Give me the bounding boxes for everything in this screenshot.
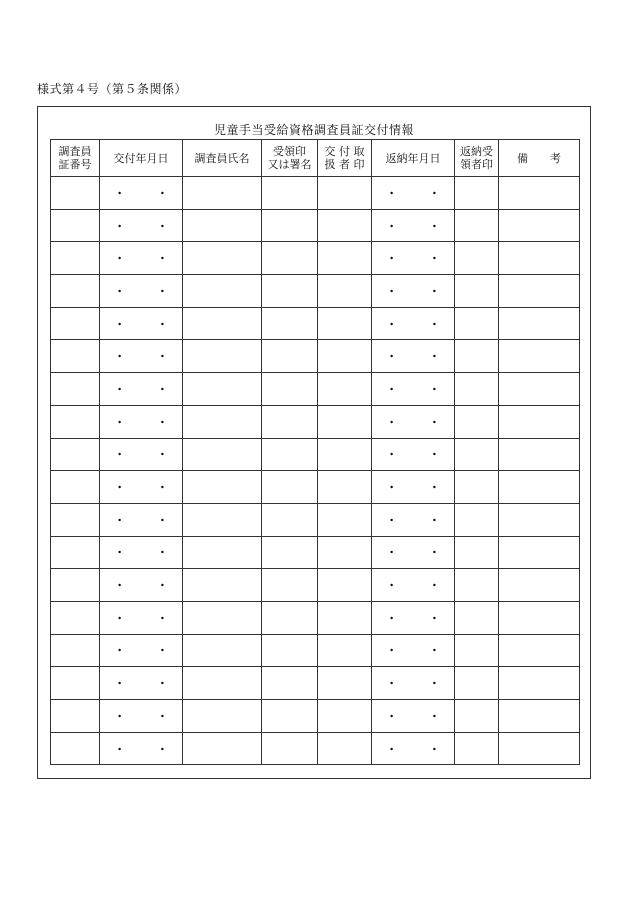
- id-number-cell[interactable]: [51, 732, 100, 765]
- header-investigator-name: 調査員氏名: [183, 140, 262, 177]
- date-separator-dots: ・ ・: [114, 252, 182, 266]
- issue-date-cell[interactable]: [100, 601, 183, 634]
- return-date-cell[interactable]: [372, 732, 455, 765]
- investigator-name-cell[interactable]: [183, 471, 262, 504]
- return-date-cell[interactable]: [372, 536, 455, 569]
- date-separator-dots: ・ ・: [386, 448, 454, 462]
- return-date-cell[interactable]: [372, 503, 455, 536]
- return-date-cell[interactable]: [372, 601, 455, 634]
- return-date-cell[interactable]: [372, 373, 455, 406]
- issuer-seal-cell[interactable]: [318, 373, 372, 406]
- date-separator-dots: ・ ・: [386, 579, 454, 593]
- issuer-seal-cell[interactable]: [318, 209, 372, 242]
- issuer-seal-cell[interactable]: [318, 634, 372, 667]
- remarks-cell[interactable]: [499, 732, 580, 765]
- issue-date-cell[interactable]: [100, 242, 183, 275]
- id-number-cell[interactable]: [51, 601, 100, 634]
- issuer-seal-cell[interactable]: [318, 700, 372, 733]
- return-receiver-seal-cell[interactable]: [455, 242, 499, 275]
- id-number-cell[interactable]: [51, 275, 100, 308]
- return-date-cell[interactable]: [372, 405, 455, 438]
- date-separator-dots: ・ ・: [114, 611, 182, 625]
- return-receiver-seal-cell[interactable]: [455, 503, 499, 536]
- date-separator-dots: ・ ・: [386, 415, 454, 429]
- receipt-seal-cell[interactable]: [262, 373, 318, 406]
- receipt-seal-cell[interactable]: [262, 340, 318, 373]
- issue-date-cell[interactable]: [100, 209, 183, 242]
- table-row: [51, 242, 580, 275]
- investigator-name-cell[interactable]: [183, 405, 262, 438]
- return-receiver-seal-cell[interactable]: [455, 667, 499, 700]
- return-date-cell[interactable]: [372, 209, 455, 242]
- receipt-seal-cell[interactable]: [262, 438, 318, 471]
- issuer-seal-cell[interactable]: [318, 275, 372, 308]
- remarks-cell[interactable]: [499, 667, 580, 700]
- id-number-cell[interactable]: [51, 177, 100, 210]
- return-receiver-seal-cell[interactable]: [455, 569, 499, 602]
- issuer-seal-cell[interactable]: [318, 601, 372, 634]
- receipt-seal-cell[interactable]: [262, 536, 318, 569]
- header-id-number: 調査員 証番号: [51, 140, 100, 177]
- id-number-cell[interactable]: [51, 667, 100, 700]
- date-separator-dots: ・ ・: [386, 219, 454, 233]
- date-separator-dots: ・ ・: [114, 677, 182, 691]
- id-number-cell[interactable]: [51, 209, 100, 242]
- issue-date-cell[interactable]: [100, 700, 183, 733]
- date-separator-dots: ・ ・: [386, 644, 454, 658]
- investigator-name-cell[interactable]: [183, 177, 262, 210]
- receipt-seal-cell[interactable]: [262, 307, 318, 340]
- receipt-seal-cell[interactable]: [262, 177, 318, 210]
- table-row: [51, 471, 580, 504]
- issue-date-cell[interactable]: [100, 275, 183, 308]
- issue-date-cell[interactable]: [100, 438, 183, 471]
- receipt-seal-cell[interactable]: [262, 405, 318, 438]
- date-separator-dots: ・ ・: [114, 219, 182, 233]
- id-number-cell[interactable]: [51, 242, 100, 275]
- date-separator-dots: ・ ・: [386, 677, 454, 691]
- return-receiver-seal-cell[interactable]: [455, 340, 499, 373]
- receipt-seal-cell[interactable]: [262, 503, 318, 536]
- date-separator-dots: ・ ・: [386, 481, 454, 495]
- return-receiver-seal-cell[interactable]: [455, 438, 499, 471]
- remarks-cell[interactable]: [499, 177, 580, 210]
- return-date-cell[interactable]: [372, 569, 455, 602]
- issuer-seal-cell[interactable]: [318, 536, 372, 569]
- issuer-seal-cell[interactable]: [318, 177, 372, 210]
- investigator-name-cell[interactable]: [183, 700, 262, 733]
- header-return-receiver-seal: 返納受 領者印: [455, 140, 499, 177]
- investigator-name-cell[interactable]: [183, 340, 262, 373]
- header-remarks: 備 考: [499, 140, 580, 177]
- issuer-seal-cell[interactable]: [318, 405, 372, 438]
- date-separator-dots: ・ ・: [114, 350, 182, 364]
- remarks-cell[interactable]: [499, 601, 580, 634]
- issuance-table: [50, 139, 580, 765]
- header-receipt-seal: 受領印 又は署名: [262, 140, 318, 177]
- date-separator-dots: ・ ・: [386, 513, 454, 527]
- table-row: [51, 601, 580, 634]
- remarks-cell[interactable]: [499, 275, 580, 308]
- remarks-cell[interactable]: [499, 373, 580, 406]
- investigator-name-cell[interactable]: [183, 667, 262, 700]
- table-row: [51, 634, 580, 667]
- remarks-cell[interactable]: [499, 700, 580, 733]
- date-separator-dots: ・ ・: [386, 186, 454, 200]
- date-separator-dots: ・ ・: [114, 284, 182, 298]
- issue-date-cell[interactable]: [100, 340, 183, 373]
- id-number-cell[interactable]: [51, 405, 100, 438]
- receipt-seal-cell[interactable]: [262, 732, 318, 765]
- table-row: [51, 503, 580, 536]
- date-separator-dots: ・ ・: [386, 709, 454, 723]
- investigator-name-cell[interactable]: [183, 536, 262, 569]
- date-separator-dots: ・ ・: [114, 317, 182, 331]
- issue-date-cell[interactable]: [100, 536, 183, 569]
- issue-date-cell[interactable]: [100, 503, 183, 536]
- date-separator-dots: ・ ・: [386, 611, 454, 625]
- date-separator-dots: ・ ・: [114, 186, 182, 200]
- issue-date-cell[interactable]: [100, 569, 183, 602]
- remarks-cell[interactable]: [499, 536, 580, 569]
- table-row: [51, 405, 580, 438]
- issuer-seal-cell[interactable]: [318, 471, 372, 504]
- investigator-name-cell[interactable]: [183, 438, 262, 471]
- issuer-seal-cell[interactable]: [318, 667, 372, 700]
- remarks-cell[interactable]: [499, 569, 580, 602]
- return-receiver-seal-cell[interactable]: [455, 471, 499, 504]
- investigator-name-cell[interactable]: [183, 634, 262, 667]
- remarks-cell[interactable]: [499, 405, 580, 438]
- header-issuer-seal: 交 付 取 扱 者 印: [318, 140, 372, 177]
- table-row: [51, 569, 580, 602]
- remarks-cell[interactable]: [499, 209, 580, 242]
- table-row: [51, 209, 580, 242]
- return-date-cell[interactable]: [372, 667, 455, 700]
- investigator-name-cell[interactable]: [183, 732, 262, 765]
- return-date-cell[interactable]: [372, 634, 455, 667]
- table-row: [51, 667, 580, 700]
- remarks-cell[interactable]: [499, 471, 580, 504]
- table-row: [51, 340, 580, 373]
- return-receiver-seal-cell[interactable]: [455, 634, 499, 667]
- return-receiver-seal-cell[interactable]: [455, 373, 499, 406]
- investigator-name-cell[interactable]: [183, 209, 262, 242]
- date-separator-dots: ・ ・: [386, 742, 454, 756]
- remarks-cell[interactable]: [499, 634, 580, 667]
- return-receiver-seal-cell[interactable]: [455, 177, 499, 210]
- receipt-seal-cell[interactable]: [262, 569, 318, 602]
- issue-date-cell[interactable]: [100, 307, 183, 340]
- return-receiver-seal-cell[interactable]: [455, 307, 499, 340]
- issuer-seal-cell[interactable]: [318, 340, 372, 373]
- id-number-cell[interactable]: [51, 438, 100, 471]
- issuer-seal-cell[interactable]: [318, 503, 372, 536]
- date-separator-dots: ・ ・: [114, 382, 182, 396]
- return-date-cell[interactable]: [372, 438, 455, 471]
- issuer-seal-cell[interactable]: [318, 307, 372, 340]
- id-number-cell[interactable]: [51, 536, 100, 569]
- id-number-cell[interactable]: [51, 700, 100, 733]
- receipt-seal-cell[interactable]: [262, 601, 318, 634]
- date-separator-dots: ・ ・: [114, 546, 182, 560]
- investigator-name-cell[interactable]: [183, 601, 262, 634]
- date-separator-dots: ・ ・: [114, 448, 182, 462]
- return-date-cell[interactable]: [372, 242, 455, 275]
- table-row: [51, 536, 580, 569]
- return-receiver-seal-cell[interactable]: [455, 209, 499, 242]
- id-number-cell[interactable]: [51, 503, 100, 536]
- date-separator-dots: ・ ・: [114, 513, 182, 527]
- receipt-seal-cell[interactable]: [262, 471, 318, 504]
- issue-date-cell[interactable]: [100, 471, 183, 504]
- id-number-cell[interactable]: [51, 373, 100, 406]
- form-label: 様式第４号（第５条関係）: [37, 82, 188, 96]
- investigator-name-cell[interactable]: [183, 373, 262, 406]
- issuer-seal-cell[interactable]: [318, 569, 372, 602]
- issue-date-cell[interactable]: [100, 667, 183, 700]
- date-separator-dots: ・ ・: [114, 742, 182, 756]
- date-separator-dots: ・ ・: [386, 546, 454, 560]
- date-separator-dots: ・ ・: [386, 284, 454, 298]
- issue-date-cell[interactable]: [100, 373, 183, 406]
- return-date-cell[interactable]: [372, 340, 455, 373]
- issue-date-cell[interactable]: [100, 634, 183, 667]
- table-row: [51, 373, 580, 406]
- investigator-name-cell[interactable]: [183, 569, 262, 602]
- table-row: [51, 732, 580, 765]
- remarks-cell[interactable]: [499, 242, 580, 275]
- header-issue-date: 交付年月日: [100, 140, 183, 177]
- id-number-cell[interactable]: [51, 634, 100, 667]
- date-separator-dots: ・ ・: [114, 644, 182, 658]
- date-separator-dots: ・ ・: [114, 579, 182, 593]
- investigator-name-cell[interactable]: [183, 275, 262, 308]
- return-date-cell[interactable]: [372, 307, 455, 340]
- return-date-cell[interactable]: [372, 471, 455, 504]
- return-receiver-seal-cell[interactable]: [455, 275, 499, 308]
- issue-date-cell[interactable]: [100, 405, 183, 438]
- issue-date-cell[interactable]: [100, 732, 183, 765]
- return-receiver-seal-cell[interactable]: [455, 405, 499, 438]
- investigator-name-cell[interactable]: [183, 242, 262, 275]
- date-separator-dots: ・ ・: [386, 317, 454, 331]
- table-row: [51, 307, 580, 340]
- table-row: [51, 438, 580, 471]
- id-number-cell[interactable]: [51, 307, 100, 340]
- issue-date-cell[interactable]: [100, 177, 183, 210]
- investigator-name-cell[interactable]: [183, 503, 262, 536]
- remarks-cell[interactable]: [499, 438, 580, 471]
- form-frame: [37, 106, 591, 779]
- id-number-cell[interactable]: [51, 569, 100, 602]
- date-separator-dots: ・ ・: [386, 382, 454, 396]
- receipt-seal-cell[interactable]: [262, 700, 318, 733]
- issuer-seal-cell[interactable]: [318, 242, 372, 275]
- receipt-seal-cell[interactable]: [262, 634, 318, 667]
- date-separator-dots: ・ ・: [386, 350, 454, 364]
- header-row: [51, 140, 580, 177]
- date-separator-dots: ・ ・: [114, 415, 182, 429]
- table-row: [51, 177, 580, 210]
- issuer-seal-cell[interactable]: [318, 732, 372, 765]
- remarks-cell[interactable]: [499, 340, 580, 373]
- date-separator-dots: ・ ・: [114, 709, 182, 723]
- remarks-cell[interactable]: [499, 503, 580, 536]
- remarks-cell[interactable]: [499, 307, 580, 340]
- id-number-cell[interactable]: [51, 340, 100, 373]
- form-title: 児童手当受給資格調査員証交付情報: [213, 123, 414, 137]
- investigator-name-cell[interactable]: [183, 307, 262, 340]
- return-date-cell[interactable]: [372, 275, 455, 308]
- return-receiver-seal-cell[interactable]: [455, 700, 499, 733]
- date-separator-dots: ・ ・: [386, 252, 454, 266]
- receipt-seal-cell[interactable]: [262, 209, 318, 242]
- header-return-date: 返納年月日: [372, 140, 455, 177]
- id-number-cell[interactable]: [51, 471, 100, 504]
- issuer-seal-cell[interactable]: [318, 438, 372, 471]
- return-date-cell[interactable]: [372, 700, 455, 733]
- receipt-seal-cell[interactable]: [262, 667, 318, 700]
- receipt-seal-cell[interactable]: [262, 275, 318, 308]
- receipt-seal-cell[interactable]: [262, 242, 318, 275]
- return-receiver-seal-cell[interactable]: [455, 536, 499, 569]
- return-receiver-seal-cell[interactable]: [455, 601, 499, 634]
- table-row: [51, 275, 580, 308]
- table-row: [51, 700, 580, 733]
- return-receiver-seal-cell[interactable]: [455, 732, 499, 765]
- return-date-cell[interactable]: [372, 177, 455, 210]
- date-separator-dots: ・ ・: [114, 481, 182, 495]
